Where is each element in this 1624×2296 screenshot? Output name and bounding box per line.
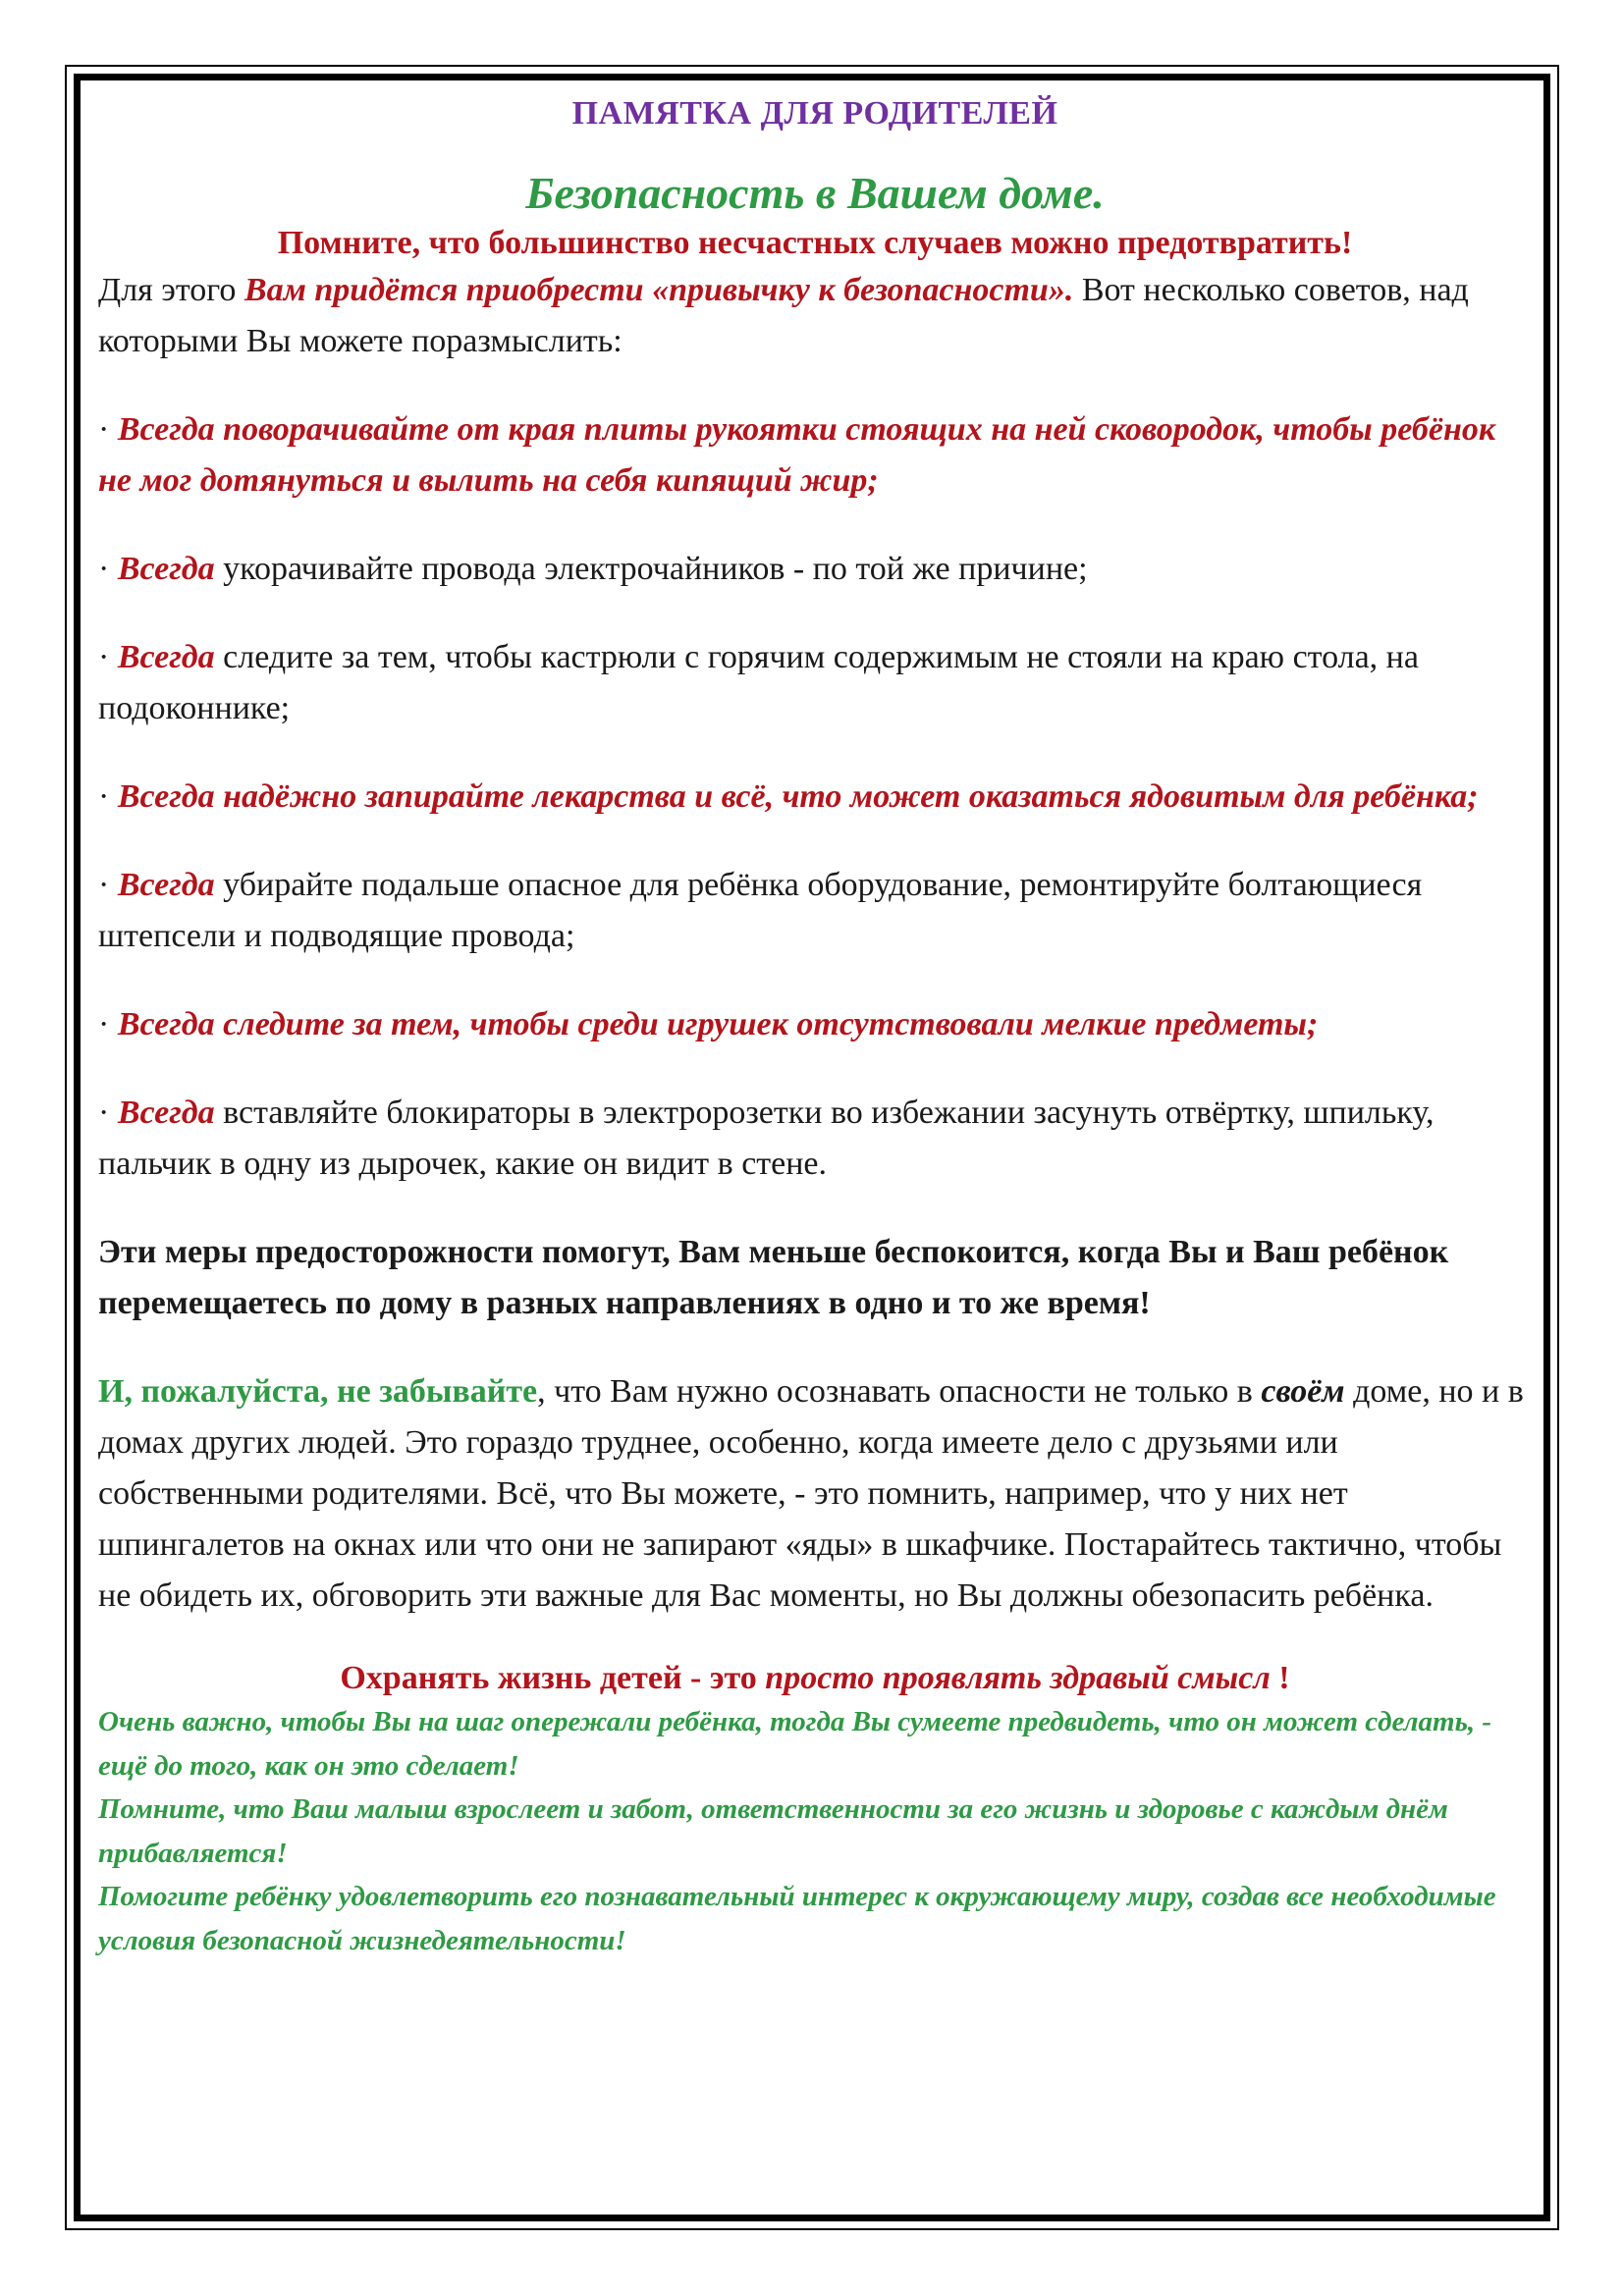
- tip-emphasis: Всегда: [117, 1095, 215, 1131]
- tip-emphasis: Всегда надёжно запирайте лекарства и всё, что может оказаться ядовитым для ребёнка;: [117, 778, 1479, 815]
- slogan-part3: !: [1270, 1660, 1290, 1696]
- tip-item: [98, 632, 1532, 734]
- tip-bullet: ·: [98, 1095, 118, 1131]
- slogan-line: [98, 1657, 1532, 1700]
- tip-text: убирайте подальше опасное для ребёнка оборудование, ремонтируйте болтающиеся штепсели и подводящие провода;: [98, 867, 1423, 954]
- tip-item: [98, 772, 1532, 823]
- closing-note: Помните, что Ваш малыш взрослеет и забот, ответственности за его жизнь и здоровье с каждым днём прибавляется!: [98, 1793, 1448, 1869]
- intro-after: Вот несколько советов, над которыми Вы можете поразмыслить:: [98, 272, 1469, 359]
- tip-item: [98, 999, 1532, 1050]
- reminder-own: своём: [1261, 1373, 1345, 1410]
- memo-subtitle: Безопасность в Вашем доме.: [525, 168, 1105, 218]
- tip-item: [98, 1088, 1532, 1190]
- memo-content: [98, 94, 1532, 1962]
- remember-line: Помните, что большинство несчастных случаев можно предотвратить!: [277, 225, 1353, 261]
- reminder-lead: И, пожалуйста, не забывайте: [98, 1373, 538, 1410]
- tip-item: [98, 404, 1532, 507]
- closing-note: Помогите ребёнку удовлетворить его познавательный интерес к окружающему миру, создав все необходимые условия безопасной жизнедеятельности!: [98, 1881, 1496, 1956]
- tip-bullet: ·: [98, 639, 118, 675]
- memo-title: ПАМЯТКА ДЛЯ РОДИТЕЛЕЙ: [571, 95, 1058, 132]
- slogan-part1: Охранять жизнь детей - это: [340, 1660, 766, 1696]
- intro-before: Для этого: [98, 272, 244, 308]
- tip-item: [98, 544, 1532, 595]
- tip-emphasis: Всегда: [117, 639, 215, 675]
- tip-bullet: ·: [98, 411, 118, 448]
- tip-bullet: ·: [98, 867, 118, 903]
- intro-paragraph: [98, 265, 1532, 367]
- closing-note: Очень важно, чтобы Вы на шаг опережали ребёнка, тогда Вы сумеете предвидеть, что он может сделать, - ещё до того, как он это сделает!: [98, 1706, 1492, 1782]
- tip-text: следите за тем, чтобы кастрюли с горячим содержимым не стояли на краю стола, на подоконнике;: [98, 639, 1419, 726]
- reminder-part1: , что Вам нужно осознавать опасности не только в: [537, 1373, 1262, 1410]
- tip-emphasis: Всегда поворачивайте от края плиты рукоятки стоящих на ней сковородок, чтобы ребёнок не мог дотянуться и вылить на себя кипящий жир;: [98, 411, 1496, 499]
- tip-emphasis: Всегда: [117, 867, 215, 903]
- intro-emphasis: Вам придётся приобрести «привычку к безопасности».: [244, 272, 1074, 308]
- tip-item: [98, 860, 1532, 962]
- tip-bullet: ·: [98, 1006, 118, 1042]
- reminder-part2: доме, но и в домах других людей. Это гораздо труднее, особенно, когда имеете дело с друзьями или собственными родителями. Всё, что Вы можете, - это помнить, например, что у них нет шпингалетов на окнах или что они не запирают «яды» в шкафчике. Постарайтесь тактично, чтобы не обидеть их, обговорить эти важные для Вас моменты, но Вы должны обезопасить ребёнка.: [98, 1373, 1524, 1614]
- reminder-paragraph: [98, 1366, 1532, 1622]
- tip-text: укорачивайте провода электрочайников - по той же причине;: [214, 551, 1088, 587]
- slogan-part2: просто проявлять здравый смысл: [765, 1660, 1271, 1696]
- tip-emphasis: Всегда: [117, 551, 215, 587]
- conclusion-paragraph: Эти меры предосторожности помогут, Вам меньше беспокоится, когда Вы и Ваш ребёнок перемещаетесь по дому в разных направлениях в одно и то же время!: [98, 1234, 1449, 1321]
- tip-text: вставляйте блокираторы в электророзетки во избежании засунуть отвёртку, шпильку, пальчик в одну из дырочек, какие он видит в стене.: [98, 1095, 1435, 1182]
- tip-emphasis: Всегда следите за тем, чтобы среди игрушек отсутствовали мелкие предметы;: [117, 1006, 1319, 1042]
- tip-bullet: ·: [98, 778, 118, 815]
- tip-bullet: ·: [98, 551, 118, 587]
